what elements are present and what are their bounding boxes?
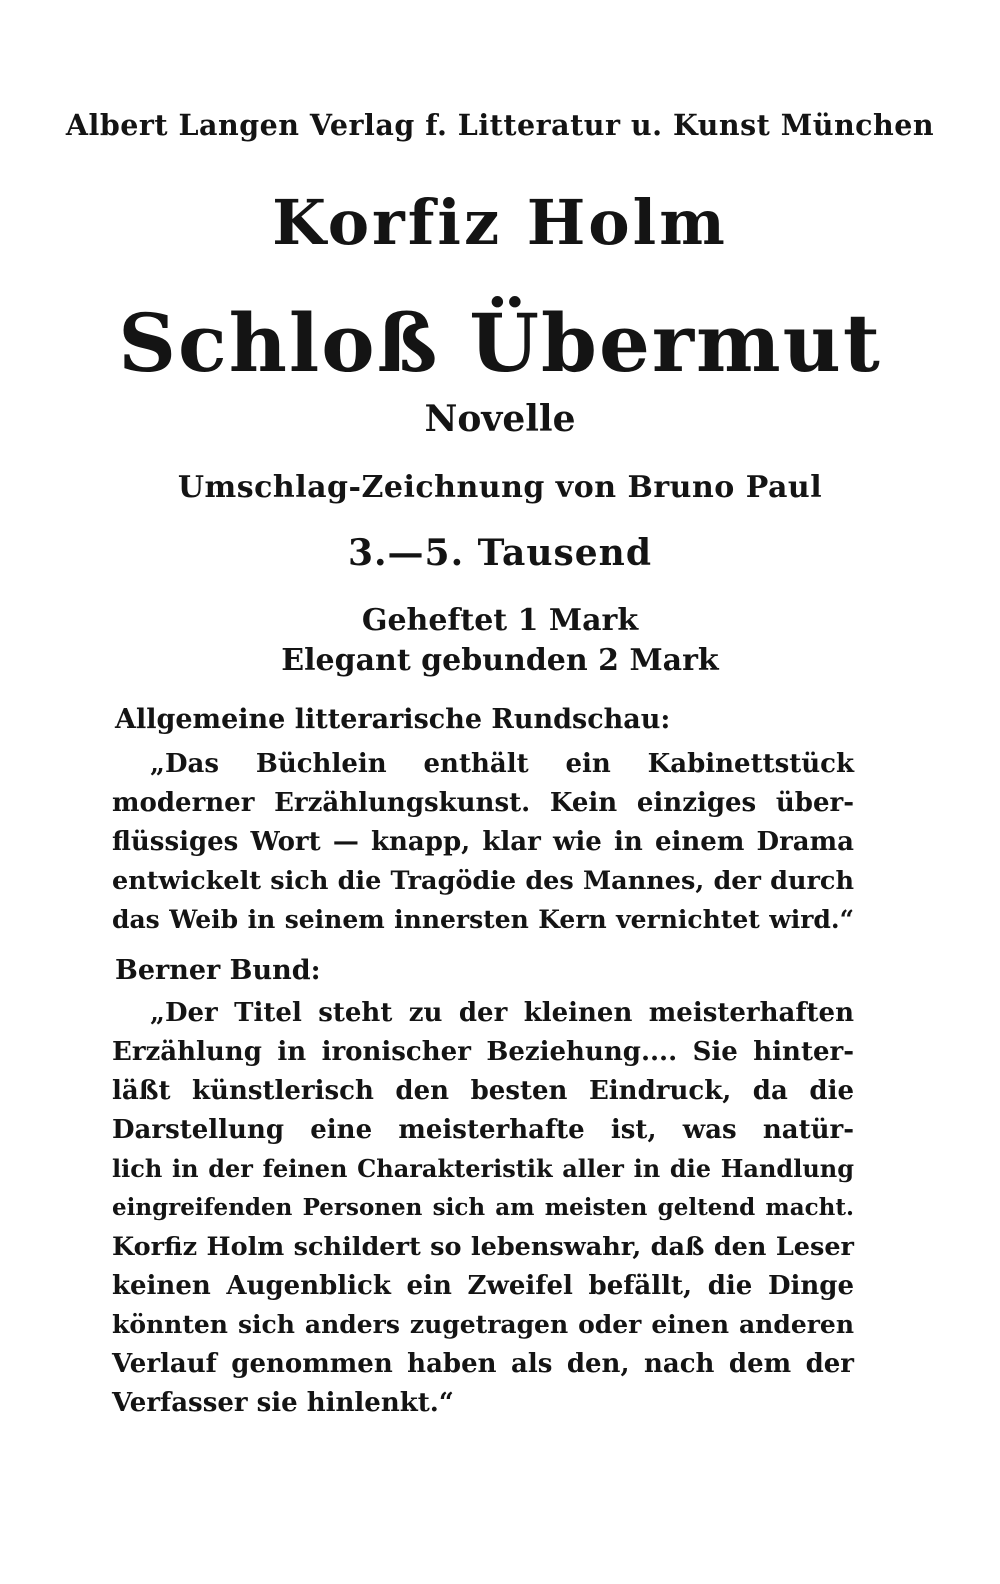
price-bound: Elegant gebunden 2 Mark	[281, 643, 719, 678]
author-name: Korfiz Holm	[272, 186, 728, 259]
review-line: keinen Augenblick ein Zweifel befällt, die Dinge	[112, 1271, 854, 1301]
review-line: das Weib in seinem innersten Kern vernichtet wird.“	[112, 905, 854, 934]
review-line: Verlauf genommen haben als den, nach dem der	[112, 1349, 854, 1379]
review-line: flüssiges Wort — knapp, klar wie in einem Drama	[112, 827, 854, 857]
review-line: entwickelt sich die Tragödie des Mannes, der durch	[112, 866, 854, 896]
review-line: „Der Titel steht zu der kleinen meisterhaften	[150, 998, 854, 1028]
review-line: Erzählung in ironischer Beziehung.... Sie hinter-	[112, 1037, 854, 1067]
genre-label: Novelle	[424, 398, 576, 440]
review-line: „Das Büchlein enthält ein Kabinettstück	[150, 749, 854, 779]
review-line: könnten sich anders zugetragen oder einen anderen	[112, 1310, 854, 1339]
review-line: Darstellung eine meisterhafte ist, was natür-	[112, 1115, 854, 1145]
publisher-line: Albert Langen Verlag f. Litteratur u. Kunst München	[65, 108, 935, 142]
edition-label: 3.—5. Tausend	[347, 532, 653, 574]
review-line: Korfiz Holm schildert so lebenswahr, daß den Leser	[112, 1232, 854, 1262]
review-source: Berner Bund:	[115, 955, 321, 986]
cover-credit: Umschlag-Zeichnung von Bruno Paul	[177, 470, 823, 505]
review-source: Allgemeine litterarische Rundschau:	[115, 704, 671, 735]
review-line: läßt künstlerisch den besten Eindruck, da die	[112, 1076, 854, 1106]
review-line: lich in der feinen Charakteristik aller in die Handlung	[112, 1154, 854, 1183]
book-title: Schloß Übermut	[118, 296, 882, 390]
review-line: moderner Erzählungskunst. Kein einziges über-	[112, 788, 854, 818]
review-line: Verfasser sie hinlenkt.“	[112, 1388, 454, 1418]
price-stapled: Geheftet 1 Mark	[361, 603, 639, 638]
review-line: eingreifenden Personen sich am meisten geltend macht.	[112, 1194, 854, 1221]
